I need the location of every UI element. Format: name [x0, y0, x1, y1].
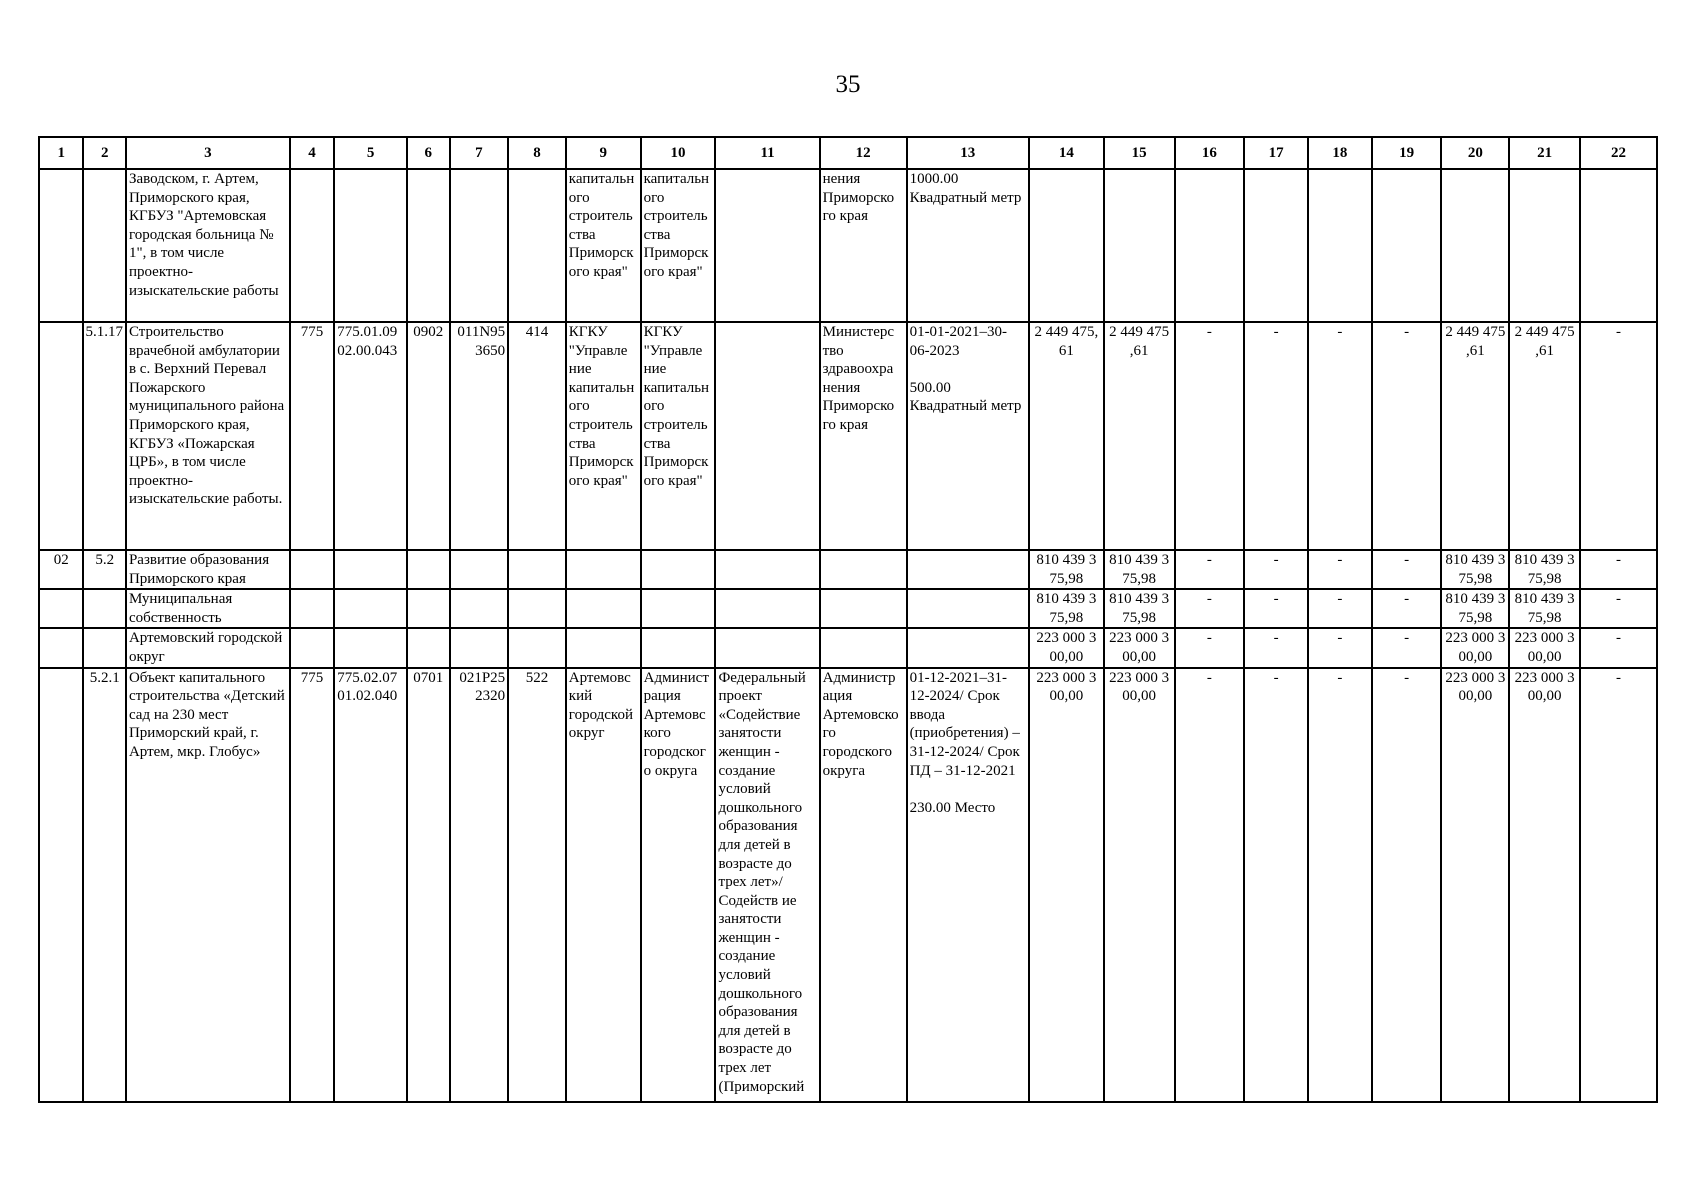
cell-col6	[407, 589, 449, 628]
cell-col21: 810 439 3 75,98	[1509, 589, 1580, 628]
cell-col17: -	[1244, 628, 1308, 667]
cell-col10: КГКУ "Управле ние капитальн ого строитель ства Приморск ого края"	[641, 322, 716, 550]
cell-col16: -	[1175, 550, 1245, 589]
cell-col20	[1441, 169, 1509, 322]
cell-number	[83, 628, 125, 667]
column-number: 16	[1175, 137, 1245, 169]
cell-col4	[290, 169, 334, 322]
cell-col12: Министерс тво здравоохра нения Приморско го края	[820, 322, 907, 550]
cell-col9	[566, 628, 641, 667]
cell-col22: -	[1580, 668, 1657, 1102]
cell-col22: -	[1580, 550, 1657, 589]
cell-object-name: Объект капитального строительства «Детский сад на 230 мест Приморский край, г. Артем, мкр. Глобус»	[126, 668, 290, 1102]
cell-col22: -	[1580, 322, 1657, 550]
column-number: 9	[566, 137, 641, 169]
cell-col15: 223 000 3 00,00	[1104, 668, 1175, 1102]
cell-col11	[715, 550, 819, 589]
cell-col9	[566, 550, 641, 589]
cell-number: 5.2	[83, 550, 125, 589]
cell-level: 02	[39, 550, 83, 589]
cell-col7	[450, 550, 509, 589]
cell-col14: 223 000 3 00,00	[1029, 668, 1104, 1102]
budget-table	[38, 136, 1658, 1103]
cell-col11: Федеральный проект «Содействие занятости женщин - создание условий дошкольного образования для детей в возрасте до трех лет»/Содейств ие занятости женщин - создание условий дошкольного образования для детей в возрасте до трех лет (Приморский	[715, 668, 819, 1102]
cell-col9: капитальн ого строитель ства Приморск ого края"	[566, 169, 641, 322]
cell-col17: -	[1244, 550, 1308, 589]
cell-col14: 2 449 475, 61	[1029, 322, 1104, 550]
cell-col7	[450, 589, 509, 628]
cell-number	[83, 169, 125, 322]
cell-col9	[566, 589, 641, 628]
cell-col18	[1308, 169, 1372, 322]
cell-col7: 011N95 3650	[450, 322, 509, 550]
table-row	[39, 169, 1657, 322]
cell-col11	[715, 589, 819, 628]
cell-col13-capacity: 230.00 Место	[909, 799, 996, 816]
cell-col10	[641, 589, 716, 628]
cell-level	[39, 668, 83, 1102]
column-number: 20	[1441, 137, 1509, 169]
cell-col4: 775	[290, 668, 334, 1102]
cell-col10	[641, 550, 716, 589]
cell-col13	[907, 169, 1029, 322]
cell-number: 5.1.17	[83, 322, 125, 550]
cell-col6	[407, 169, 449, 322]
cell-col18: -	[1308, 589, 1372, 628]
table-row	[39, 668, 1657, 1102]
cell-col22	[1580, 169, 1657, 322]
cell-col4	[290, 628, 334, 667]
cell-col13	[907, 550, 1029, 589]
column-number-row	[39, 137, 1657, 169]
column-number: 14	[1029, 137, 1104, 169]
cell-col6: 0701	[407, 668, 449, 1102]
cell-col12	[820, 589, 907, 628]
column-number: 22	[1580, 137, 1657, 169]
cell-col21: 223 000 3 00,00	[1509, 668, 1580, 1102]
column-number: 4	[290, 137, 334, 169]
cell-col20: 810 439 3 75,98	[1441, 589, 1509, 628]
cell-object-name: Заводском, г. Артем, Приморского края, КГБУЗ "Артемовская городская больница № 1", в том числе проектно-изыскательские работы	[126, 169, 290, 322]
cell-col18: -	[1308, 322, 1372, 550]
cell-col16: -	[1175, 668, 1245, 1102]
table-row	[39, 322, 1657, 550]
cell-object-name: Артемовский городской округ	[126, 628, 290, 667]
cell-col19: -	[1372, 589, 1442, 628]
cell-col5	[334, 550, 407, 589]
cell-col21	[1509, 169, 1580, 322]
cell-col14: 810 439 3 75,98	[1029, 550, 1104, 589]
cell-col20: 2 449 475 ,61	[1441, 322, 1509, 550]
column-number: 19	[1372, 137, 1442, 169]
cell-level	[39, 322, 83, 550]
cell-col16: -	[1175, 322, 1245, 550]
cell-col14: 223 000 3 00,00	[1029, 628, 1104, 667]
column-number: 18	[1308, 137, 1372, 169]
cell-col14: 810 439 3 75,98	[1029, 589, 1104, 628]
cell-col5	[334, 628, 407, 667]
cell-col15: 810 439 3 75,98	[1104, 589, 1175, 628]
cell-number: 5.2.1	[83, 668, 125, 1102]
cell-object-name: Развитие образования Приморского края	[126, 550, 290, 589]
cell-col17: -	[1244, 589, 1308, 628]
cell-col21: 2 449 475 ,61	[1509, 322, 1580, 550]
cell-col22: -	[1580, 589, 1657, 628]
column-number: 11	[715, 137, 819, 169]
cell-col5	[334, 169, 407, 322]
cell-col18: -	[1308, 550, 1372, 589]
cell-col11	[715, 628, 819, 667]
cell-col7: 021P25 2320	[450, 668, 509, 1102]
cell-col19: -	[1372, 668, 1442, 1102]
cell-level	[39, 589, 83, 628]
cell-col13	[907, 668, 1029, 1102]
cell-level	[39, 169, 83, 322]
cell-col12	[820, 628, 907, 667]
cell-col6	[407, 628, 449, 667]
cell-col17	[1244, 169, 1308, 322]
cell-number	[83, 589, 125, 628]
page-number: 35	[835, 71, 861, 98]
cell-col10	[641, 628, 716, 667]
cell-col10: Админист рация Артемовс кого городског о округа	[641, 668, 716, 1102]
column-number: 2	[83, 137, 125, 169]
cell-col9: Артемовс кий городской округ	[566, 668, 641, 1102]
column-number: 12	[820, 137, 907, 169]
cell-col4: 775	[290, 322, 334, 550]
column-number: 6	[407, 137, 449, 169]
cell-col11	[715, 322, 819, 550]
cell-col17: -	[1244, 668, 1308, 1102]
cell-col20: 223 000 3 00,00	[1441, 668, 1509, 1102]
cell-col10: капитальн ого строитель ства Приморск ого края"	[641, 169, 716, 322]
cell-col18: -	[1308, 668, 1372, 1102]
cell-col19	[1372, 169, 1442, 322]
cell-col13	[907, 589, 1029, 628]
cell-col13	[907, 322, 1029, 550]
cell-col17: -	[1244, 322, 1308, 550]
cell-col9: КГКУ "Управле ние капитальн ого строитель ства Приморск ого края"	[566, 322, 641, 550]
cell-col22: -	[1580, 628, 1657, 667]
cell-col12: Администр ация Артемовско го городского округа	[820, 668, 907, 1102]
cell-col15	[1104, 169, 1175, 322]
column-number: 3	[126, 137, 290, 169]
cell-col18: -	[1308, 628, 1372, 667]
cell-col8	[508, 550, 566, 589]
cell-col16: -	[1175, 589, 1245, 628]
cell-object-name: Муниципальная собственность	[126, 589, 290, 628]
cell-col5: 775.02.07 01.02.040	[334, 668, 407, 1102]
column-number: 10	[641, 137, 716, 169]
cell-col20: 810 439 3 75,98	[1441, 550, 1509, 589]
cell-col16	[1175, 169, 1245, 322]
cell-col6: 0902	[407, 322, 449, 550]
cell-col16: -	[1175, 628, 1245, 667]
cell-col15: 2 449 475 ,61	[1104, 322, 1175, 550]
cell-col12	[820, 550, 907, 589]
table-row	[39, 550, 1657, 589]
cell-col13	[907, 628, 1029, 667]
cell-col19: -	[1372, 322, 1442, 550]
column-number: 13	[907, 137, 1029, 169]
cell-col13-dates: 01-12-2021–31-12-2024/ Срок ввода (приобретения) – 31-12-2024/ Срок ПД – 31-12-2021	[909, 669, 1020, 779]
cell-col8	[508, 169, 566, 322]
column-number: 1	[39, 137, 83, 169]
cell-col7	[450, 169, 509, 322]
column-number: 15	[1104, 137, 1175, 169]
column-number: 7	[450, 137, 509, 169]
table-row	[39, 589, 1657, 628]
cell-col11	[715, 169, 819, 322]
column-number: 17	[1244, 137, 1308, 169]
cell-col8: 522	[508, 668, 566, 1102]
cell-col6	[407, 550, 449, 589]
cell-col5	[334, 589, 407, 628]
cell-col14	[1029, 169, 1104, 322]
cell-col4	[290, 589, 334, 628]
column-number: 21	[1509, 137, 1580, 169]
column-number: 5	[334, 137, 407, 169]
cell-col21: 223 000 3 00,00	[1509, 628, 1580, 667]
cell-col7	[450, 628, 509, 667]
cell-col8: 414	[508, 322, 566, 550]
cell-col21: 810 439 3 75,98	[1509, 550, 1580, 589]
cell-col12: нения Приморско го края	[820, 169, 907, 322]
cell-col8	[508, 628, 566, 667]
cell-col15: 223 000 3 00,00	[1104, 628, 1175, 667]
cell-object-name: Строительство врачебной амбулатории в с. Верхний Перевал Пожарского муниципального района Приморского края, КГБУЗ «Пожарская ЦРБ», в том числе проектно-изыскательские работы.	[126, 322, 290, 550]
cell-col15: 810 439 3 75,98	[1104, 550, 1175, 589]
cell-col13-text: 1000.00 Квадратный метр	[909, 171, 1022, 206]
cell-col19: -	[1372, 628, 1442, 667]
cell-col13-capacity: 500.00 Квадратный метр	[909, 379, 1022, 415]
cell-level	[39, 628, 83, 667]
cell-col20: 223 000 3 00,00	[1441, 628, 1509, 667]
cell-col4	[290, 550, 334, 589]
cell-col19: -	[1372, 550, 1442, 589]
cell-col8	[508, 589, 566, 628]
cell-col13-dates: 01-01-2021–30-06-2023	[909, 324, 1008, 359]
column-number: 8	[508, 137, 566, 169]
table-row	[39, 628, 1657, 667]
cell-col5: 775.01.09 02.00.043	[334, 322, 407, 550]
